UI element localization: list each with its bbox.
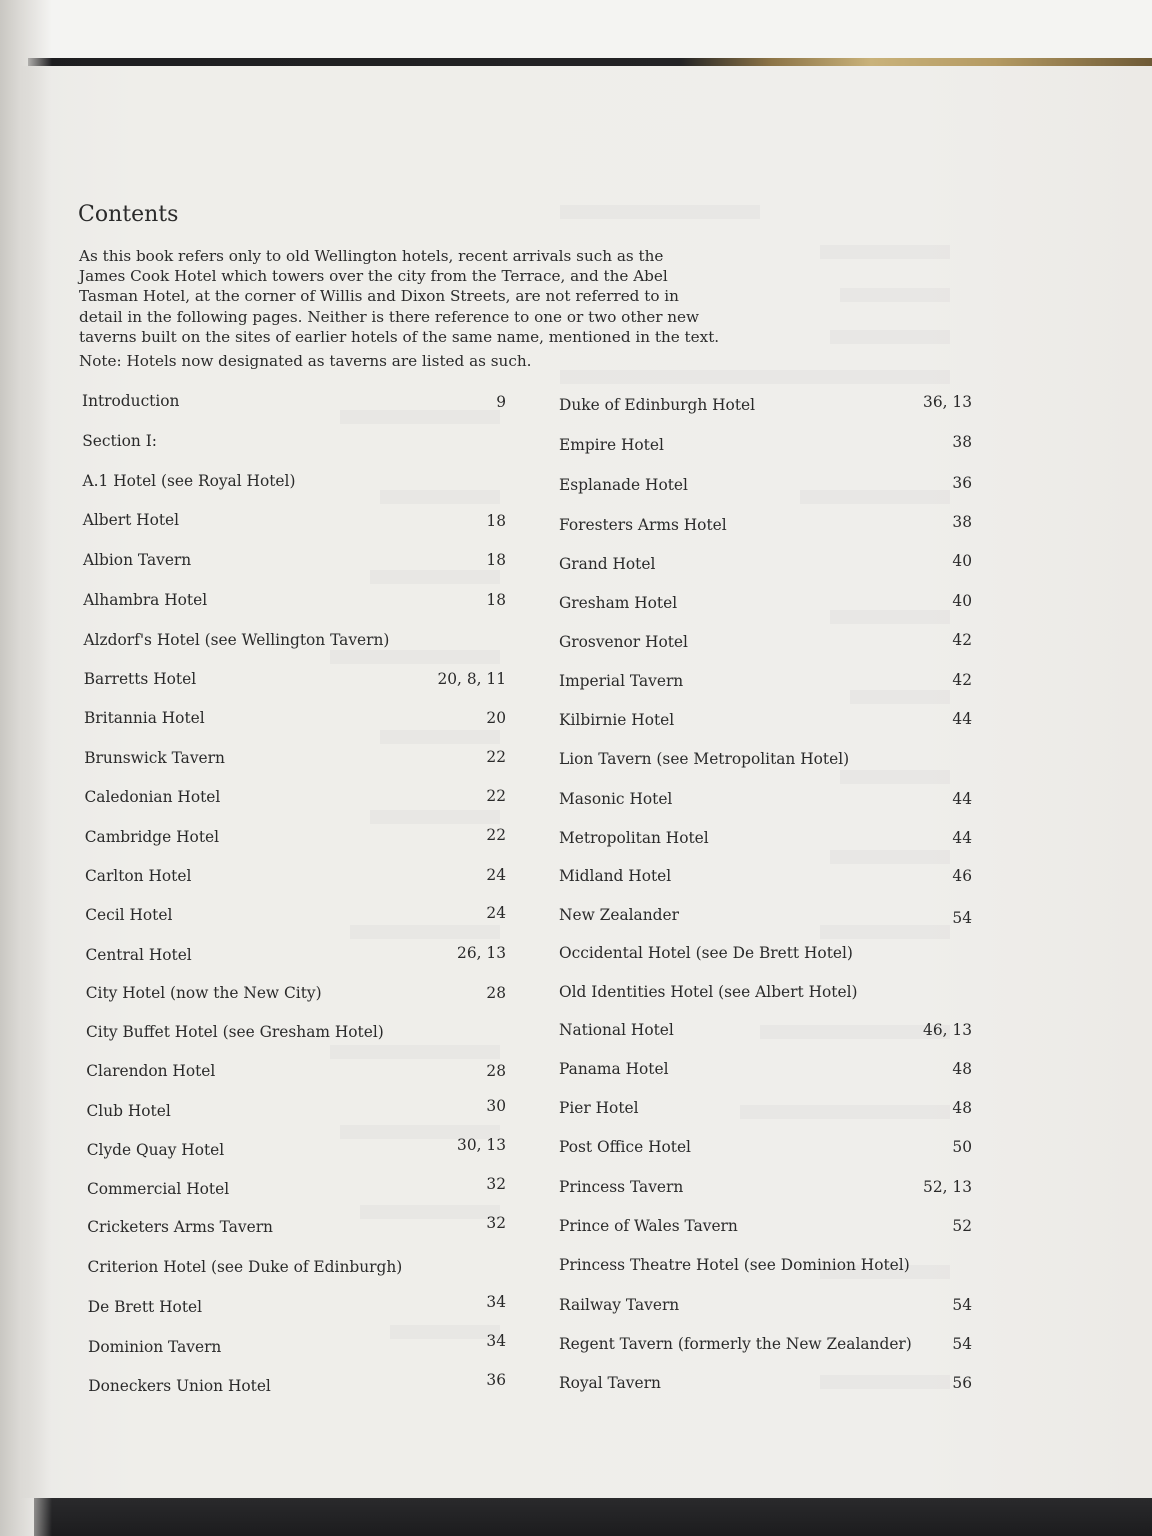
intro-line: Tasman Hotel, at the corner of Willis and Dixon Streets, are not referred to in (79, 287, 679, 306)
toc-entry-page: 44 (952, 790, 972, 808)
toc-entry-title: Metropolitan Hotel (559, 829, 709, 847)
toc-entry-page: 36, 13 (923, 393, 972, 411)
toc-entry-title: Clarendon Hotel (86, 1062, 216, 1080)
toc-entry-title: Club Hotel (86, 1102, 171, 1120)
toc-entry-page: 24 (486, 866, 506, 884)
page-title: Contents (78, 202, 179, 227)
toc-entry-title: Section I: (82, 432, 157, 450)
toc-entry-page: 34 (486, 1332, 506, 1350)
toc-entry-page: 52 (952, 1217, 972, 1235)
toc-entry-title: Alhambra Hotel (83, 591, 208, 609)
toc-entry-title: Central Hotel (85, 946, 192, 964)
toc-entry-title: De Brett Hotel (87, 1298, 203, 1316)
intro-line: As this book refers only to old Wellington hotels, recent arrivals such as the (79, 247, 664, 265)
toc-entry-page: 48 (952, 1099, 972, 1117)
toc-entry-title: Railway Tavern (559, 1296, 680, 1314)
toc-entry-page: 44 (952, 829, 972, 847)
toc-entry-page: 22 (486, 826, 506, 844)
toc-entry-title: City Hotel (now the New City) (85, 984, 322, 1002)
toc-entry-title: Kilbirnie Hotel (559, 711, 675, 729)
toc-entry-page: 56 (952, 1374, 972, 1392)
toc-entry-page: 30 (486, 1097, 506, 1115)
note-line: Note: Hotels now designated as taverns are listed as such. (79, 352, 532, 370)
toc-entry-title: Cambridge Hotel (84, 828, 220, 846)
toc-entry-page: 28 (486, 1062, 506, 1080)
toc-entry-title: Prince of Wales Tavern (559, 1217, 738, 1235)
toc-entry-page: 46 (952, 867, 972, 885)
toc-entry-title: Grosvenor Hotel (559, 633, 688, 651)
toc-entry-page: 18 (486, 512, 506, 530)
toc-entry-title: Old Identities Hotel (see Albert Hotel) (559, 983, 858, 1001)
toc-entry-title: Barretts Hotel (83, 670, 197, 688)
toc-entry-page: 32 (486, 1175, 506, 1193)
toc-entry-title: Gresham Hotel (559, 594, 678, 612)
toc-entry-page: 54 (952, 1296, 972, 1314)
toc-entry-title: Foresters Arms Hotel (559, 516, 727, 534)
toc-entry-title: Carlton Hotel (85, 867, 192, 885)
toc-entry-page: 18 (486, 591, 506, 609)
toc-entry-title: Masonic Hotel (559, 790, 673, 808)
toc-entry-page: 36 (952, 474, 972, 492)
toc-entry-title: Post Office Hotel (559, 1138, 691, 1156)
toc-entry-title: Regent Tavern (formerly the New Zealander) (559, 1335, 912, 1353)
toc-entry-title: Princess Theatre Hotel (see Dominion Hotel) (559, 1256, 910, 1274)
toc-entry-title: Royal Tavern (559, 1374, 661, 1392)
toc-entry-page: 22 (486, 787, 506, 805)
toc-entry-title: Pier Hotel (559, 1099, 639, 1117)
toc-entry-page: 32 (486, 1214, 506, 1232)
toc-entry-title: Esplanade Hotel (559, 476, 688, 494)
toc-entry-title: Introduction (82, 392, 180, 410)
toc-entry-title: Caledonian Hotel (84, 788, 221, 806)
spine-shadow (0, 0, 52, 1536)
toc-entry-page: 30, 13 (457, 1136, 506, 1154)
toc-entry-title: National Hotel (559, 1021, 674, 1039)
toc-entry-page: 38 (952, 513, 972, 531)
toc-entry-page: 26, 13 (457, 944, 506, 962)
toc-entry-page: 36 (486, 1371, 506, 1389)
toc-entry-page: 46, 13 (923, 1021, 972, 1039)
toc-entry-title: Commercial Hotel (87, 1180, 230, 1198)
toc-entry-page: 40 (952, 552, 972, 570)
toc-entry-page: 50 (952, 1138, 972, 1156)
toc-entry-title: Cecil Hotel (85, 906, 173, 924)
book-cover-bottom-edge (34, 1498, 1152, 1536)
intro-paragraph (79, 246, 759, 347)
toc-entry-title: Midland Hotel (559, 867, 672, 885)
toc-entry-page: 54 (952, 909, 972, 927)
toc-entry-page: 54 (952, 1335, 972, 1353)
intro-line: detail in the following pages. Neither is there reference to one or two other new (79, 307, 700, 326)
toc-entry-title: Criterion Hotel (see Duke of Edinburgh) (87, 1258, 403, 1276)
toc-entry-title: Albion Tavern (83, 551, 192, 569)
toc-entry-title: Clyde Quay Hotel (86, 1141, 225, 1159)
toc-entry-page: 34 (486, 1293, 506, 1311)
toc-entry-title: Brunswick Tavern (84, 749, 225, 767)
toc-entry-title: Princess Tavern (559, 1178, 684, 1196)
intro-line: taverns built on the sites of earlier hotels of the same name, mentioned in the text. (79, 327, 720, 346)
toc-entry-title: Alzdorf's Hotel (see Wellington Tavern) (83, 631, 390, 649)
toc-entry-title: Albert Hotel (82, 511, 180, 529)
toc-entry-page: 18 (486, 551, 506, 569)
toc-entry-title: A.1 Hotel (see Royal Hotel) (82, 472, 296, 490)
toc-entry-title: Cricketers Arms Tavern (87, 1218, 273, 1236)
toc-entry-page: 24 (486, 904, 506, 922)
toc-entry-page: 9 (496, 393, 506, 411)
toc-entry-title: Panama Hotel (559, 1060, 669, 1078)
toc-entry-title: Duke of Edinburgh Hotel (559, 396, 756, 414)
toc-entry-title: City Buffet Hotel (see Gresham Hotel) (86, 1023, 384, 1041)
intro-line: James Cook Hotel which towers over the city from the Terrace, and the Abel (79, 267, 668, 286)
toc-entry-page: 22 (486, 748, 506, 766)
toc-entry-page: 48 (952, 1060, 972, 1078)
toc-entry-page: 52, 13 (923, 1178, 972, 1196)
toc-entry-page: 44 (952, 710, 972, 728)
toc-entry-page: 20, 8, 11 (437, 670, 506, 688)
toc-entry-page: 38 (952, 433, 972, 451)
toc-entry-title: Britannia Hotel (84, 709, 205, 727)
toc-entry-page: 42 (952, 631, 972, 649)
toc-entry-title: Grand Hotel (559, 555, 656, 573)
toc-entry-page: 42 (952, 671, 972, 689)
toc-entry-title: New Zealander (559, 906, 679, 924)
toc-entry-title: Imperial Tavern (559, 672, 684, 690)
toc-entry-title: Occidental Hotel (see De Brett Hotel) (559, 944, 853, 962)
toc-entry-page: 20 (486, 709, 506, 727)
toc-entry-title: Dominion Tavern (88, 1338, 222, 1356)
toc-entry-title: Empire Hotel (559, 436, 664, 454)
toc-entry-title: Lion Tavern (see Metropolitan Hotel) (559, 750, 850, 768)
toc-entry-title: Doneckers Union Hotel (88, 1377, 271, 1395)
toc-entry-page: 28 (486, 984, 506, 1002)
toc-entry-page: 40 (952, 592, 972, 610)
